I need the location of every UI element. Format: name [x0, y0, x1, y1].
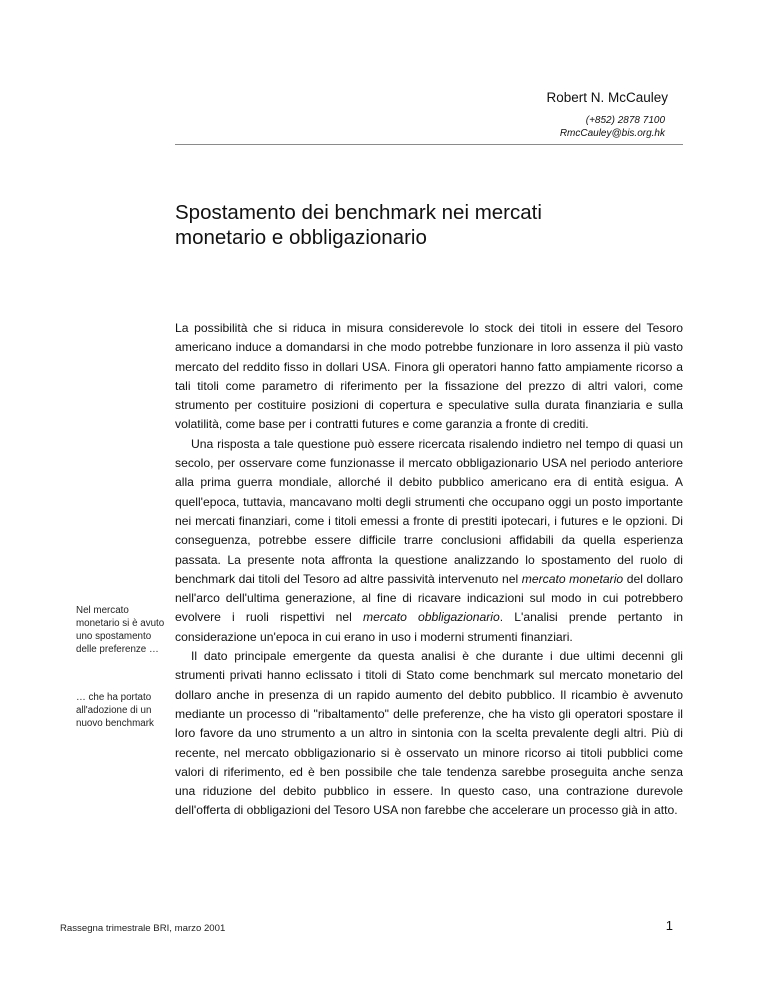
- paragraph-3: Il dato principale emergente da questa analisi è che durante i due ultimi decenni gli strumenti privati hanno eclissato i titoli di Stato come benchmark sul mercato monetario del dollaro anche in presenza di un rapido aumento del debito pubblico. Il ricambio è avvenuto mediante un processo di "ribaltamento" delle preferenze, che ha visto gli operatori spostare il loro favore da uno strumento a un altro in sintonia con la scelta prevalente degli altri. Più di recente, nel mercato obbligazionario si è osservato un minore ricorso ai titoli pubblici come valori di riferimento, ed è ben possibile che tale tendenza sarebbe proseguita anche senza una riduzione del debito pubblico in essere. In questo caso, una contrazione durevole dell'offerta di obbligazioni del Tesoro USA non farebbe che accelerare un processo già in atto.: [175, 649, 683, 818]
- author-phone: (+852) 2878 7100: [585, 115, 665, 126]
- emphasis-money-market: mercato monetario: [521, 571, 624, 586]
- page-number: 1: [665, 918, 673, 933]
- paragraph-1: La possibilità che si riduca in misura considerevole lo stock dei titoli in essere del Tesoro americano induce a domandarsi in che modo potrebbe funzionare in loro assenza il più vasto mercato del reddito fisso in dollari USA. Finora gli operatori hanno fatto ampiamente ricorso a tali titoli come parametro di riferimento per la fissazione del prezzo di altri valori, come strumento per costituire posizioni di copertura e speculative sulla durata finanziaria e sulla volatilità, come base per i contratti futures e come garanzia a fronte di crediti.: [175, 321, 683, 432]
- article-title-line-2: monetario e obbligazionario: [175, 226, 427, 249]
- margin-note-1: Nel mercato monetario si è avuto uno spostamento delle preferenze …: [76, 605, 165, 655]
- footer-source: Rassegna trimestrale BRI, marzo 2001: [60, 923, 226, 934]
- header-divider: [175, 144, 683, 145]
- article-title-line-1: Spostamento dei benchmark nei mercati: [175, 201, 542, 224]
- author-email: RmcCauley@bis.org.hk: [559, 128, 665, 139]
- author-name: Robert N. McCauley: [546, 90, 668, 105]
- paragraph-2-text-a: Una risposta a tale questione può essere ricercata risalendo indietro nel tempo di quasi un secolo, per osservare come funzionasse il mercato obbligazionario USA nel periodo anteriore alla prima guerra mondiale, allorché il debito pubblico americano era di entità esigua. A quell'epoca, tuttavia, mancavano molti degli strumenti che occupano oggi un posto importante nei mercati finanziari, come i titoli emessi a fronte di prestiti ipotecari, i futures e le opzioni. Di conseguenza, potrebbe essere difficile trarre conclusioni affidabili da quella esperienza passata. La presente nota affronta la questione analizzando lo spostamento del ruolo di benchmark dai titoli del Tesoro ad altre passività intervenuto nel: [175, 436, 683, 586]
- author-contact: [365, 114, 665, 140]
- paragraph-2: [175, 435, 683, 647]
- paragraph-2-text-c: . L'analisi prende pertanto in considerazione un'epoca in cui erano in uso i moderni strumenti finanziari.: [175, 610, 683, 644]
- article-title: [175, 200, 675, 250]
- article-body: [175, 319, 683, 821]
- emphasis-bond-market: mercato obbligazionario: [363, 610, 500, 625]
- margin-note-2: … che ha portato all'adozione di un nuovo benchmark: [76, 692, 154, 729]
- paragraph-2-text-b: del dollaro nell'arco dell'ultima generazione, al fine di ricavare indicazioni sul modo in cui potrebbero evolvere i ruoli rispettivi nel: [175, 571, 683, 625]
